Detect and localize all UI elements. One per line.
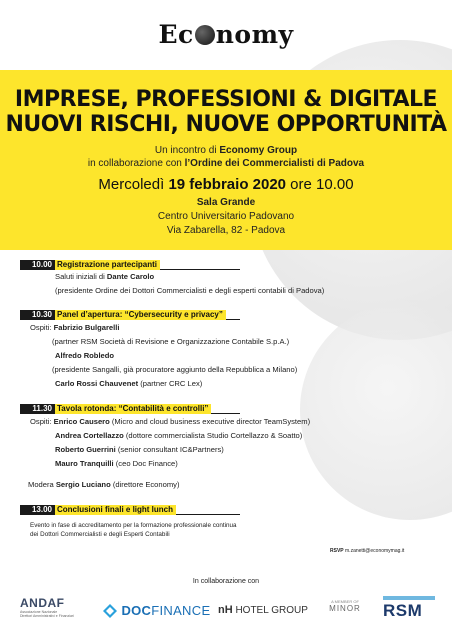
speaker-name: Dante Carolo	[106, 272, 155, 281]
time-badge: 13.00	[20, 505, 55, 515]
collaboration-label: In collaborazione con	[192, 578, 260, 585]
agenda-line	[55, 445, 224, 455]
session-title: Panel d’apertura: “Cybersecurity e privacy”	[55, 310, 226, 320]
line-prefix: Modera	[28, 480, 56, 489]
venue-address: Via Zabarella, 82 - Padova	[166, 225, 286, 236]
docfinance-name-a: DOC	[121, 603, 152, 618]
rsm-name: RSM	[383, 601, 423, 620]
nh-mark: nH	[218, 604, 233, 616]
speaker-role: (ceo Doc Finance)	[113, 459, 178, 468]
line-prefix: Ospiti:	[30, 417, 54, 426]
minor-name: MINOR	[329, 604, 361, 613]
speaker-role: (Micro and cloud business executive director TeamSystem)	[109, 417, 311, 426]
minor-tagline: A MEMBER OF	[331, 599, 359, 604]
agenda-line	[55, 431, 302, 441]
agenda-line	[30, 323, 119, 333]
line-prefix: Ospiti:	[30, 323, 54, 332]
organizer-line	[0, 145, 452, 156]
time-badge: 11.30	[20, 404, 55, 414]
nh-name: HOTEL GROUP	[235, 605, 308, 616]
speaker-name: Andrea Cortellazzo	[55, 431, 124, 440]
agenda-line: (partner RSM Società di Revisione e Organizzazione Contabile S.p.A.)	[52, 337, 290, 346]
partner-name: l’Ordine dei Commercialisti di Padova	[184, 158, 365, 169]
session-title: Conclusioni finali e light lunch	[55, 505, 176, 515]
organizer-prefix: Un incontro di	[154, 145, 220, 156]
economy-logo	[0, 20, 452, 49]
agenda-line	[55, 272, 154, 282]
globe-icon	[195, 25, 215, 45]
date-day: 19 febbraio 2020	[168, 176, 287, 193]
speaker-name: Sergio Luciano	[55, 480, 111, 489]
docfinance-mark-icon	[103, 604, 117, 618]
speaker-name: Alfredo Robledo	[55, 351, 115, 360]
agenda-line	[55, 459, 178, 469]
speaker-name: Fabrizio Bulgarelli	[53, 323, 120, 332]
andaf-subtitle-1: Associazione Nazionale	[20, 610, 58, 614]
minor-logo	[325, 599, 365, 629]
time-badge: 10.00	[20, 260, 55, 270]
event-date	[0, 176, 452, 193]
agenda-line	[55, 379, 202, 389]
date-time: ore 10.00	[286, 176, 354, 193]
date-weekday: Mercoledì	[98, 176, 169, 193]
session-title: Tavola rotonda: “Contabilità e controlli”	[55, 404, 211, 414]
docfinance-name-b: FINANCE	[151, 603, 211, 618]
speaker-role: (senior consultant IC&Partners)	[115, 445, 224, 454]
speaker-role: (direttore Economy)	[110, 480, 180, 489]
organizer-name: Economy Group	[219, 145, 298, 156]
logo-text-post: nomy	[215, 20, 294, 49]
agenda-line	[30, 417, 310, 427]
venue-name: Centro Universitario Padovano	[157, 211, 295, 222]
title-line-1: IMPRESE, PROFESSIONI & DIGITALE	[14, 87, 438, 112]
globe-watermark-lower	[300, 300, 452, 520]
andaf-name: ANDAF	[20, 596, 65, 610]
speaker-role: (partner CRC Lex)	[138, 379, 203, 388]
speaker-name: Enrico Causero	[53, 417, 110, 426]
time-badge: 10.30	[20, 310, 55, 320]
agenda-line: (presidente Sangalli, già procuratore aggiunto della Repubblica a Milano)	[52, 365, 298, 374]
sponsor-logos	[0, 596, 452, 626]
logo-text-pre: Ec	[158, 20, 194, 49]
session-title: Registrazione partecipanti	[55, 260, 160, 270]
rsvp-email[interactable]: m.zanetti@economymag.it	[345, 548, 405, 554]
andaf-subtitle-2: Direttori Amministrativi e Finanziari	[20, 614, 74, 618]
speaker-name: Mauro Tranquilli	[55, 459, 114, 468]
line-prefix: Saluti iniziali di	[55, 272, 107, 281]
speaker-name: Roberto Guerrini	[55, 445, 116, 454]
docfinance-logo	[103, 602, 213, 632]
venue-room: Sala Grande	[196, 197, 256, 208]
accreditation-note-2: dei Dottori Commercialisti e degli Esperti Contabili	[30, 531, 170, 538]
partner-prefix: in collaborazione con	[87, 158, 185, 169]
agenda-line: (presidente Ordine dei Dottori Commercialisti e degli esperti contabili di Padova)	[55, 286, 325, 295]
speaker-name: Carlo Rossi Chauvenet	[55, 379, 139, 388]
accreditation-note-1: Evento in fase di accreditamento per la formazione professionale continua	[30, 522, 237, 529]
partner-line	[0, 158, 452, 169]
rsvp-label: RSVP	[330, 548, 344, 554]
andaf-logo	[20, 596, 90, 626]
rsm-logo	[383, 596, 435, 626]
agenda-line	[28, 480, 180, 490]
title-line-2: NUOVI RISCHI, NUOVE OPPORTUNITÀ	[5, 112, 447, 137]
nh-hotel-logo	[218, 604, 318, 634]
rsvp	[330, 548, 404, 554]
speaker-role: (dottore commercialista Studio Cortellazzo & Soatto)	[123, 431, 303, 440]
